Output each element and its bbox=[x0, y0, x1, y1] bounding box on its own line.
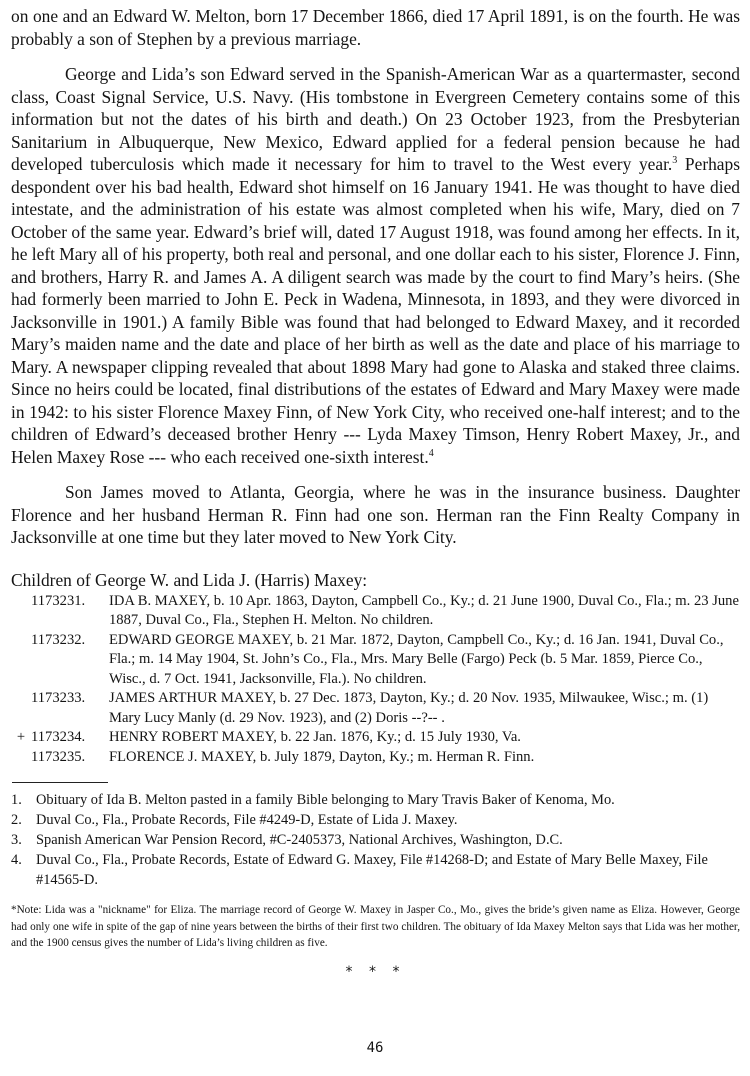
child-entry bbox=[11, 631, 740, 690]
entry-number: 1173233. bbox=[31, 690, 86, 706]
page-number: 46 bbox=[366, 1040, 384, 1056]
entry-text: HENRY ROBERT MAXEY, b. 22 Jan. 1876, Ky.; d. 15 July 1930, Va. bbox=[109, 729, 521, 745]
children-heading: Children of George W. and Lida J. (Harris) Maxey: bbox=[11, 569, 368, 590]
footnote bbox=[11, 790, 740, 810]
footnote-divider bbox=[12, 782, 108, 783]
entry-text: EDWARD GEORGE MAXEY, b. 21 Mar. 1872, Dayton, Campbell Co., Ky.; d. 16 Jan. 1941, Duval Co., Fla.; m. 14 May 1904, St. John’s Co., Fla., Mrs. Mary Belle (Fargo) Peck (b. 5 Mar. 1859, Pierce Co., Wisc., d. 7 Oct. 1941, Jacksonville, Fla.). No children. bbox=[109, 631, 724, 687]
footnote-text: Obituary of Ida B. Melton pasted in a family Bible belonging to Mary Travis Baker of Kenoma, Mo. bbox=[36, 792, 615, 808]
paragraph-continuation: on one and an Edward W. Melton, born 17 December 1866, died 17 April 1891, is on the fourth. He was probably a son of Stephen by a previous marriage. bbox=[11, 6, 740, 49]
section-separator: * * * bbox=[345, 963, 406, 980]
child-entry bbox=[11, 728, 740, 748]
paragraph-james-florence: Son James moved to Atlanta, Georgia, where he was in the insurance business. Daughter Florence and her husband Herman R. Finn had one son. Herman ran the Finn Realty Company in Jacksonville at one time but they later moved to New York City. bbox=[11, 482, 740, 547]
footnote-number: 2. bbox=[11, 812, 22, 828]
footnote bbox=[11, 830, 740, 850]
footnote-text: Spanish American War Pension Record, #C-2405373, National Archives, Washington, D.C. bbox=[36, 832, 563, 848]
footnote-text: Duval Co., Fla., Probate Records, Estate of Edward G. Maxey, File #14268-D; and Estate of Mary Belle Maxey, File #14565-D. bbox=[36, 852, 708, 888]
entry-number: 1173232. bbox=[31, 631, 86, 648]
entry-mark bbox=[11, 592, 31, 631]
footnote-ref-3: 3 bbox=[672, 155, 678, 167]
entry-text: FLORENCE J. MAXEY, b. July 1879, Dayton, Ky.; m. Herman R. Finn. bbox=[109, 748, 535, 765]
footnote-number: 1. bbox=[11, 792, 22, 808]
entry-mark-plus: + bbox=[16, 729, 26, 745]
footnotes bbox=[11, 790, 740, 890]
entry-mark bbox=[11, 689, 31, 728]
entry-number: 1173235. bbox=[31, 748, 86, 765]
footnote-text: Duval Co., Fla., Probate Records, File #4249-D, Estate of Lida J. Maxey. bbox=[36, 812, 458, 828]
entry-mark bbox=[11, 748, 31, 768]
child-entry bbox=[11, 748, 740, 768]
paragraph-edward: George and Lida’s son Edward served in the Spanish-American War as a quartermaster, second class, Coast Signal Service, U.S. Navy. (His tombstone in Evergreen Cemetery contains some of this information but not the dates of his birth and death.) On 23 October 1923, from the Presbyterian Sanitarium in Albuquerque, New Mexico, Edward applied for a federal pension because he had developed tuberculosis which made it necessary for him to travel to the West every year.$^3$ Perhaps despondent over his bad health, Edward shot himself on 16 January 1941. He was thought to have died intestate, and the administration of his estate was almost completed when his wife, Mary, died on 7 October of the same year. Edward’s brief will, dated 17 August 1918, was found among her effects. In it, he left Mary all of his property, both real and personal, and one dollar each to his sister, Florence J. Finn, and brothers, Harry R. and James A. A diligent search was made by the court to find Mary’s heirs. (She had formerly been married to John E. Peck in Wadena, Minnesota, in 1893, and they were divorced in Jacksonville in 1901.) A family Bible was found that had belonged to Edward Maxey, and it recorded Mary’s maiden name and the date and place of her birth as well as the date and place of his marriage to Mary. A newspaper clipping revealed that about 1898 Mary had gone to Alaska and staked three claims. Since no heirs could be located, final distributions of the estates of Edward and Mary Maxey were made in 1942: to his sister Florence Maxey Finn, of New York City, who received one-half interest; and to the children of Edward’s deceased brother Henry --- Lyda Maxey Timson, Henry Robert Maxey, Jr., and Helen Maxey Rose --- who each received one-sixth interest.$^4$ bbox=[11, 64, 740, 467]
entry-text: IDA B. MAXEY, b. 10 Apr. 1863, Dayton, Campbell Co., Ky.; d. 21 June 1900, Duval Co., Fla.; m. 23 June 1887, Duval Co., Fla., Stephen H. Melton. No children. bbox=[109, 592, 739, 628]
footnote bbox=[11, 850, 740, 890]
children-list bbox=[11, 592, 740, 768]
footnote-ref-4: 4 bbox=[428, 447, 434, 459]
entry-number: 1173234. bbox=[31, 729, 86, 745]
child-entry bbox=[11, 689, 740, 728]
footnote-number: 3. bbox=[11, 832, 22, 848]
child-entry bbox=[11, 592, 740, 631]
entry-number: 1173231. bbox=[31, 592, 86, 609]
entry-text: JAMES ARTHUR MAXEY, b. 27 Dec. 1873, Dayton, Ky.; d. 20 Nov. 1935, Milwaukee, Wisc.; m. (1) Mary Lucy Manly (d. 29 Nov. 1923), and (2) Doris --?-- . bbox=[109, 690, 709, 726]
footnote bbox=[11, 810, 740, 830]
nickname-note: *Note: Lida was a "nickname" for Eliza. The marriage record of George W. Maxey in Jasper Co., Mo., gives the bride’s given name as Eliza. However, George had only one wife in spite of the gap of nine years between the births of their first two children. The obituary of Ida Maxey Melton says that Lida was her mother, and the 1900 census gives the number of Lida’s living children as five. bbox=[11, 904, 740, 949]
footnote-number: 4. bbox=[11, 852, 22, 868]
entry-mark bbox=[11, 631, 31, 690]
